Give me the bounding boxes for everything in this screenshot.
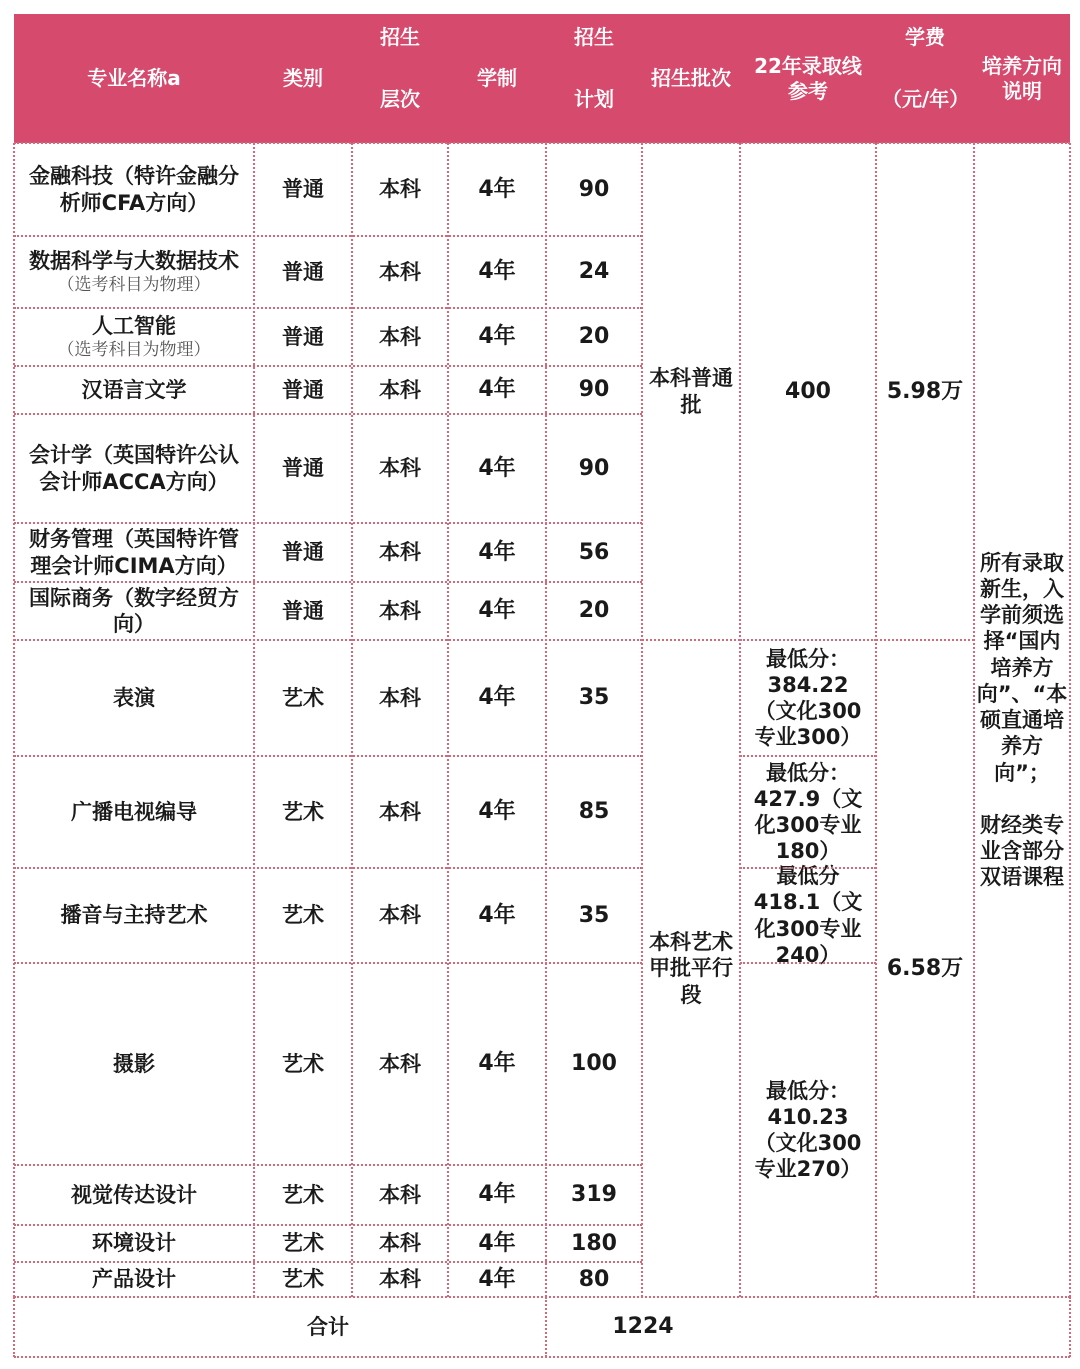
grid-line-vertical [1069, 143, 1071, 1297]
table-cell-level: 本科 [379, 540, 421, 565]
header-fee-top: 学费 [905, 24, 945, 49]
table-cell-duration: 4年 [478, 1051, 516, 1077]
grid-line-vertical [545, 1297, 547, 1357]
table-cell-duration: 4年 [478, 799, 516, 825]
grid-line-vertical [739, 143, 741, 1297]
table-cell-plan: 80 [578, 1266, 610, 1292]
table-cell-name: 广播电视编导 [71, 799, 197, 824]
table-cell-name: 视觉传达设计 [71, 1182, 197, 1207]
score-regular: 400 [785, 378, 831, 404]
table-cell-level: 本科 [379, 1231, 421, 1256]
batch-regular: 本科普通批 [649, 366, 733, 417]
table-cell-duration: 4年 [478, 685, 516, 711]
table-cell-name: 表演 [113, 685, 155, 710]
score-art: 最低分418.1（文化300专业240） [753, 864, 863, 967]
grid-line-horizontal [14, 235, 642, 237]
grid-line-vertical [545, 143, 547, 1297]
header-type: 类别 [283, 66, 323, 90]
grid-line-horizontal [14, 365, 642, 367]
table-cell-name: 财务管理（英国特许管理会计师CIMA方向） [29, 527, 239, 578]
table-cell-type: 普通 [282, 456, 324, 481]
table-cell-type: 艺术 [282, 685, 324, 710]
grid-line-vertical [1069, 1297, 1071, 1357]
table-cell-duration: 4年 [478, 539, 516, 565]
header-level-top: 招生 [380, 24, 420, 49]
grid-line-horizontal [14, 522, 642, 524]
table-cell-type: 普通 [282, 377, 324, 402]
table-cell-duration: 4年 [478, 377, 516, 403]
score-art: 最低分：427.9（文化300专业180） [753, 760, 863, 864]
header-plan-top: 招生 [574, 24, 614, 49]
table-cell-plan: 319 [571, 1182, 617, 1208]
table-cell-type: 普通 [282, 324, 324, 349]
table-cell-type: 普通 [282, 540, 324, 565]
header-direction: 培养方向说明 [982, 53, 1062, 103]
major-name: 数据科学与大数据技术 [29, 249, 239, 274]
major-note: （选考科目为物理） [57, 274, 211, 295]
table-cell-duration: 4年 [478, 598, 516, 624]
table-cell-duration: 4年 [478, 259, 516, 285]
grid-line-vertical [875, 143, 877, 1297]
table-cell-level: 本科 [379, 1182, 421, 1207]
table-cell-plan: 20 [578, 324, 610, 350]
table-cell-plan: 90 [578, 455, 610, 481]
table-cell-type: 艺术 [282, 1267, 324, 1292]
header-plan-bottom: 计划 [574, 86, 614, 111]
table-cell-plan: 90 [578, 377, 610, 403]
table-cell-plan: 24 [578, 259, 610, 285]
grid-line-horizontal [876, 639, 974, 641]
grid-line-horizontal [14, 1356, 1070, 1358]
major-note: （选考科目为物理） [57, 339, 211, 360]
table-cell-type: 普通 [282, 259, 324, 284]
header-name: 专业名称a [87, 66, 181, 90]
header-duration: 学制 [477, 66, 517, 90]
grid-line-horizontal [14, 413, 642, 415]
grid-line-horizontal [14, 1296, 1070, 1298]
table-cell-level: 本科 [379, 377, 421, 402]
table-cell-type: 普通 [282, 177, 324, 202]
table-cell-duration: 4年 [478, 455, 516, 481]
table-cell-plan: 20 [578, 598, 610, 624]
grid-line-vertical [253, 143, 255, 1297]
table-cell-type: 艺术 [282, 1182, 324, 1207]
table-cell-type: 艺术 [282, 1231, 324, 1256]
table-cell-duration: 4年 [478, 1266, 516, 1292]
table-cell-name: 摄影 [113, 1051, 155, 1076]
header-score: 22年录取线参考 [754, 53, 862, 103]
table-cell-name: 国际商务（数字经贸方向） [29, 585, 239, 636]
table-cell-duration: 4年 [478, 902, 516, 928]
direction-note [974, 143, 1070, 1297]
batch-art: 本科艺术甲批平行段 [649, 930, 733, 1007]
table-cell-duration: 4年 [478, 1182, 516, 1208]
score-art: 最低分：410.23（文化300专业270） [754, 1078, 862, 1182]
table-cell-name [14, 308, 254, 366]
table-cell-level: 本科 [379, 324, 421, 349]
grid-line-vertical [13, 1297, 15, 1357]
grid-line-horizontal [14, 307, 642, 309]
major-name: 人工智能 [92, 314, 176, 339]
direction-note-line2: 财经类专业含部分双语课程 [980, 812, 1064, 890]
fee-regular: 5.98万 [886, 378, 964, 404]
table-cell-level: 本科 [379, 177, 421, 202]
table-cell-type: 艺术 [282, 799, 324, 824]
table-cell-level: 本科 [379, 598, 421, 623]
table-cell-duration: 4年 [478, 324, 516, 350]
table-cell-name: 金融科技（特许金融分析师CFA方向） [29, 164, 239, 215]
grid-line-horizontal [740, 867, 876, 869]
table-cell-plan: 90 [578, 176, 610, 202]
total-value: 1224 [612, 1314, 674, 1340]
grid-line-horizontal [14, 962, 642, 964]
grid-line-horizontal [14, 142, 1070, 144]
grid-line-horizontal [14, 1261, 642, 1263]
grid-line-horizontal [740, 639, 876, 641]
table-cell-type: 艺术 [282, 1051, 324, 1076]
header-batch: 招生批次 [651, 66, 731, 90]
score-art: 最低分：384.22（文化300专业300） [754, 646, 862, 750]
table-cell-name: 产品设计 [92, 1267, 176, 1292]
grid-line-vertical [351, 143, 353, 1297]
table-cell-name: 汉语言文学 [81, 377, 187, 402]
table-cell-type: 艺术 [282, 903, 324, 928]
grid-line-horizontal [14, 1164, 642, 1166]
header-level-bottom: 层次 [380, 86, 420, 111]
table-cell-level: 本科 [379, 259, 421, 284]
table-cell-type: 普通 [282, 598, 324, 623]
table-cell-plan: 85 [578, 799, 610, 825]
grid-line-horizontal [642, 639, 740, 641]
grid-line-horizontal [740, 962, 876, 964]
table-cell-level: 本科 [379, 456, 421, 481]
table-cell-name [14, 236, 254, 308]
table-cell-plan: 35 [578, 685, 610, 711]
grid-line-horizontal [14, 1224, 642, 1226]
grid-line-horizontal [14, 581, 642, 583]
table-cell-level: 本科 [379, 1051, 421, 1076]
grid-line-horizontal [740, 755, 876, 757]
table-cell-level: 本科 [379, 903, 421, 928]
table-cell-level: 本科 [379, 799, 421, 824]
table-cell-name: 播音与主持艺术 [60, 903, 208, 928]
grid-line-horizontal [14, 639, 642, 641]
table-cell-level: 本科 [379, 685, 421, 710]
table-cell-duration: 4年 [478, 176, 516, 202]
grid-line-vertical [973, 143, 975, 1297]
grid-line-vertical [447, 143, 449, 1297]
table-cell-plan: 56 [578, 539, 610, 565]
fee-art: 6.58万 [886, 955, 964, 981]
table-cell-name: 会计学（英国特许公认会计师ACCA方向） [29, 443, 239, 494]
table-cell-name: 环境设计 [92, 1231, 176, 1256]
header-fee-bottom: （元/年） [882, 86, 970, 111]
grid-line-horizontal [14, 867, 642, 869]
table-cell-plan: 35 [578, 902, 610, 928]
grid-line-vertical [641, 143, 643, 1297]
table-cell-plan: 180 [571, 1230, 617, 1256]
table-cell-level: 本科 [379, 1267, 421, 1292]
table-cell-duration: 4年 [478, 1230, 516, 1256]
table-cell-plan: 100 [571, 1051, 617, 1077]
grid-line-vertical [13, 143, 15, 1297]
direction-note-line1: 所有录取新生，入学前须选择“国内培养方向”、“本硕直通培养方向”； [976, 550, 1068, 785]
total-label: 合计 [307, 1314, 349, 1339]
grid-line-horizontal [14, 755, 642, 757]
